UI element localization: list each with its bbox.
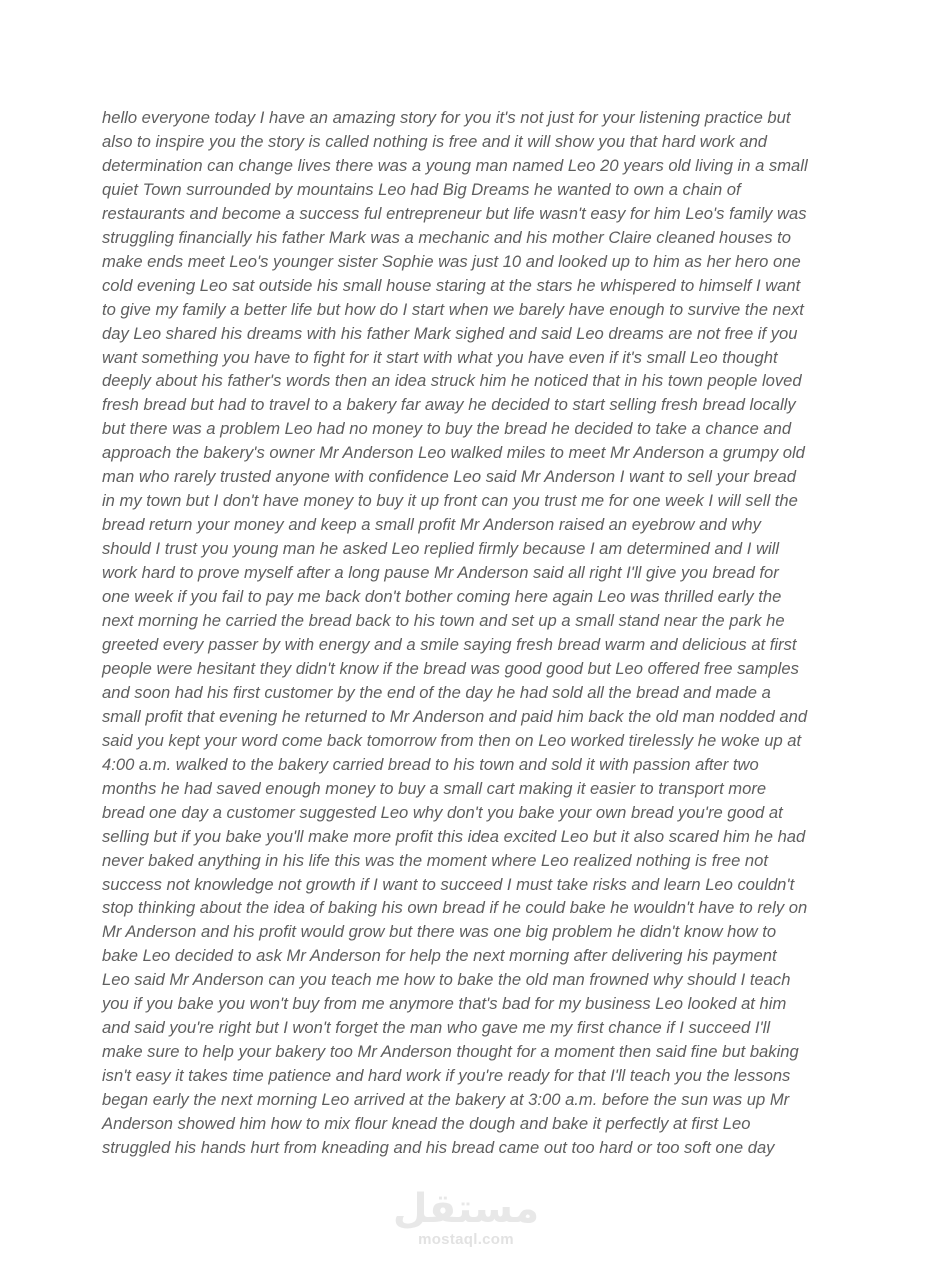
text-line: man who rarely trusted anyone with confidence Leo said Mr Anderson I want to sell your bread <box>102 467 796 487</box>
text-line: you if you bake you won't buy from me anymore that's bad for my business Leo looked at him <box>102 994 787 1014</box>
text-line: deeply about his father's words then an idea struck him he noticed that in his town people loved <box>102 371 802 391</box>
text-line: also to inspire you the story is called nothing is free and it will show you that hard work and <box>102 131 768 151</box>
text-line: fresh bread but had to travel to a bakery far away he decided to start selling fresh bread locally <box>102 395 796 415</box>
text-line: make ends meet Leo's younger sister Sophie was just 10 and looked up to him as her hero one <box>102 251 801 271</box>
text-line: isn't easy it takes time patience and hard work if you're ready for that I'll teach you the lessons <box>102 1066 791 1086</box>
text-line: and soon had his first customer by the end of the day he had sold all the bread and made a <box>102 682 771 702</box>
text-line: Mr Anderson and his profit would grow but there was one big problem he didn't know how to <box>102 922 777 942</box>
text-line: to give my family a better life but how do I start when we barely have enough to survive the next <box>102 299 804 319</box>
text-line: next morning he carried the bread back to his town and set up a small stand near the park he <box>102 611 785 631</box>
text-line: but there was a problem Leo had no money to buy the bread he decided to take a chance and <box>102 419 792 439</box>
watermark-domain: mostaql.com <box>418 1231 514 1248</box>
text-line: determination can change lives there was a young man named Leo 20 years old living in a small <box>102 155 808 175</box>
text-line: struggling financially his father Mark was a mechanic and his mother Claire cleaned houses to <box>102 227 791 247</box>
text-line: want something you have to fight for it start with what you have even if it's small Leo thought <box>102 347 778 367</box>
text-line: approach the bakery's owner Mr Anderson Leo walked miles to meet Mr Anderson a grumpy old <box>102 443 805 463</box>
text-line: months he had saved enough money to buy a small cart making it easier to transport more <box>102 778 767 798</box>
text-line: stop thinking about the idea of baking his own bread if he could bake he wouldn't have to rely on <box>102 898 808 918</box>
text-line: restaurants and become a success ful entrepreneur but life wasn't easy for him Leo's family was <box>102 203 807 223</box>
text-line: in my town but I don't have money to buy it up front can you trust me for one week I will sell the <box>102 491 798 511</box>
story-text <box>102 106 882 1160</box>
mostaql-watermark <box>0 1186 932 1248</box>
text-line: said you kept your word come back tomorrow from then on Leo worked tirelessly he woke up at <box>102 730 802 750</box>
text-line: bread return your money and keep a small profit Mr Anderson raised an eyebrow and why <box>102 515 761 535</box>
text-line: make sure to help your bakery too Mr Anderson thought for a moment then said fine but baking <box>102 1042 799 1062</box>
text-line: bake Leo decided to ask Mr Anderson for help the next morning after delivering his payment <box>102 946 777 966</box>
text-line: work hard to prove myself after a long pause Mr Anderson said all right I'll give you bread for <box>102 563 779 583</box>
text-line: bread one day a customer suggested Leo why don't you bake your own bread you're good at <box>102 802 783 822</box>
text-line: and said you're right but I won't forget the man who gave me my first chance if I succeed I'll <box>102 1018 771 1038</box>
text-line: cold evening Leo sat outside his small house staring at the stars he whispered to himself I want <box>102 275 801 295</box>
text-line: never baked anything in his life this was the moment where Leo realized nothing is free not <box>102 850 768 870</box>
text-line: selling but if you bake you'll make more profit this idea excited Leo but it also scared him he had <box>102 826 806 846</box>
text-line: quiet Town surrounded by mountains Leo had Big Dreams he wanted to own a chain of <box>102 179 741 199</box>
text-line: day Leo shared his dreams with his father Mark sighed and said Leo dreams are not free if you <box>102 323 798 343</box>
text-line: should I trust you young man he asked Leo replied firmly because I am determined and I will <box>102 539 780 559</box>
text-line: Leo said Mr Anderson can you teach me how to bake the old man frowned why should I teach <box>102 970 791 990</box>
text-line: hello everyone today I have an amazing story for you it's not just for your listening practice but <box>102 108 791 127</box>
text-line: began early the next morning Leo arrived at the bakery at 3:00 a.m. before the sun was up Mr <box>102 1090 790 1110</box>
text-line: people were hesitant they didn't know if the bread was good good but Leo offered free samples <box>102 658 799 678</box>
text-line: small profit that evening he returned to Mr Anderson and paid him back the old man nodded and <box>102 706 808 726</box>
text-line: struggled his hands hurt from kneading and his bread came out too hard or too soft one day <box>102 1137 775 1157</box>
text-line: 4:00 a.m. walked to the bakery carried bread to his town and sold it with passion after two <box>102 754 759 774</box>
text-line: one week if you fail to pay me back don't bother coming here again Leo was thrilled early the <box>102 587 782 607</box>
text-line: success not knowledge not growth if I want to succeed I must take risks and learn Leo couldn't <box>102 874 795 894</box>
text-line: Anderson showed him how to mix flour knead the dough and bake it perfectly at first Leo <box>102 1114 751 1134</box>
text-line: greeted every passer by with energy and a smile saying fresh bread warm and delicious at first <box>102 634 797 654</box>
watermark-arabic-logo: مستقل <box>392 1186 540 1232</box>
